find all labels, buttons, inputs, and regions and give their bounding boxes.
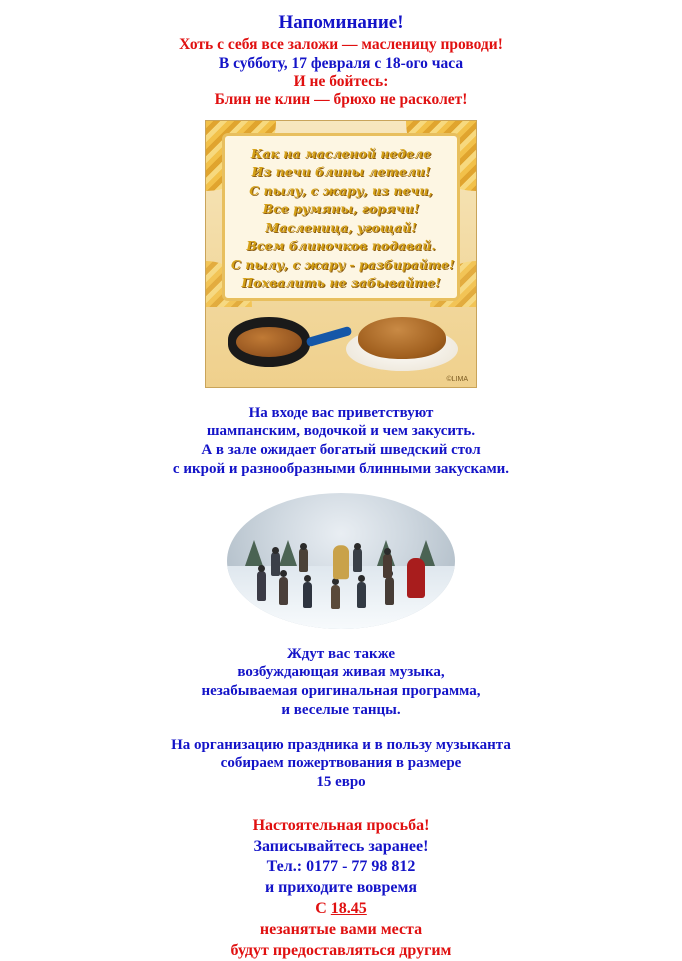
folk-dance-photo: [227, 493, 455, 629]
poster-image-container: [0, 120, 682, 388]
poster-verse-line: С пылу, с жару, из печи,: [249, 182, 433, 198]
poster-verse-line: Из печи блины летели!: [251, 164, 431, 180]
closing-time-prefix: С: [315, 899, 331, 917]
photo-center-figure: [333, 546, 349, 580]
closing-signup: Записывайтесь заранее!: [253, 837, 429, 855]
donation-line-2: собираем пожертвования в размере: [220, 755, 462, 772]
photo-dancer: [357, 582, 366, 608]
intro-line-4: Блин не клин — брюхо не расколет!: [214, 91, 468, 109]
photo-dancer: [257, 571, 266, 601]
program-line-2: возбуждающая живая музыка,: [237, 664, 445, 681]
photo-dancer: [279, 577, 288, 605]
poster-verse-line: Всем блиночков подавай.: [246, 238, 436, 254]
poster-signature: ©LIMA: [446, 375, 468, 383]
poster-verse-line: Все румяны, горячи!: [262, 201, 420, 217]
poster-verse-line: Масленица, угощай!: [265, 219, 417, 235]
welcome-line-1: На входе вас приветствуют: [248, 404, 434, 421]
poster-food-illustration: [206, 295, 476, 381]
closing-time: [0, 899, 682, 920]
photo-red-costume-figure: [407, 558, 425, 598]
donation-amount: 15 евро: [316, 774, 366, 791]
photo-dancer-head: [300, 543, 307, 550]
poster-verse-line: С пылу, с жару - разбирайте!: [231, 256, 455, 272]
photo-dancer-head: [354, 543, 361, 550]
closing-arrive: и приходите вовремя: [264, 879, 418, 897]
photo-dancer: [353, 548, 362, 572]
welcome-line-4: с икрой и разнообразными блинными закусками.: [172, 460, 510, 477]
photo-tree: [245, 540, 263, 566]
closing-free-seats: незанятые вами места: [259, 920, 423, 938]
closing-request: Настоятельная просьба!: [252, 816, 430, 834]
photo-tree: [279, 540, 297, 566]
photo-container: [0, 493, 682, 629]
closing-phone[interactable]: Тел.: 0177 - 77 98 812: [266, 858, 416, 876]
photo-dancer-head: [258, 565, 265, 572]
welcome-line-2: шампанским, водочкой и чем закусить.: [206, 423, 476, 440]
pan-pancake: [236, 327, 302, 357]
poster-verse-line: Как на масленой неделе: [250, 145, 432, 161]
maslenitsa-blini-poster: [205, 120, 477, 388]
pancake-plate-icon: [346, 311, 458, 371]
closing-given-away: будут предоставляться другим: [230, 941, 452, 959]
photo-dancer: [383, 554, 392, 578]
pancake-stack: [358, 317, 446, 359]
closing-time-value: 18.45: [330, 899, 367, 917]
frying-pan-icon: [228, 313, 312, 367]
photo-dancer-head: [280, 570, 287, 577]
photo-dancer: [303, 582, 312, 608]
intro-line-2: В субботу, 17 февраля с 18-ого часа: [218, 54, 464, 72]
photo-dancer: [331, 585, 340, 609]
photo-oval-mask: [227, 493, 455, 629]
poster-verse-frame: [222, 133, 460, 301]
program-line-3: незабываемая оригинальная программа,: [201, 683, 481, 700]
photo-dancer-head: [272, 547, 279, 554]
photo-dancer: [299, 548, 308, 572]
photo-dancer: [385, 577, 394, 605]
donation-line-1: На организацию праздника и в пользу музыканта: [171, 736, 511, 753]
welcome-line-3: А в зале ожидает богатый шведский стол: [201, 442, 481, 459]
program-line-1: Ждут вас также: [286, 645, 396, 662]
intro-line-1: Хоть с себя все заложи — масленицу проводи!: [179, 36, 503, 54]
intro-line-3: И не бойтесь:: [293, 72, 389, 90]
page-title: Напоминание!: [278, 12, 404, 33]
poster-verse-line: Похвалить не забывайте!: [241, 275, 441, 291]
photo-dancer: [271, 552, 280, 576]
program-line-4: и веселые танцы.: [281, 701, 401, 718]
